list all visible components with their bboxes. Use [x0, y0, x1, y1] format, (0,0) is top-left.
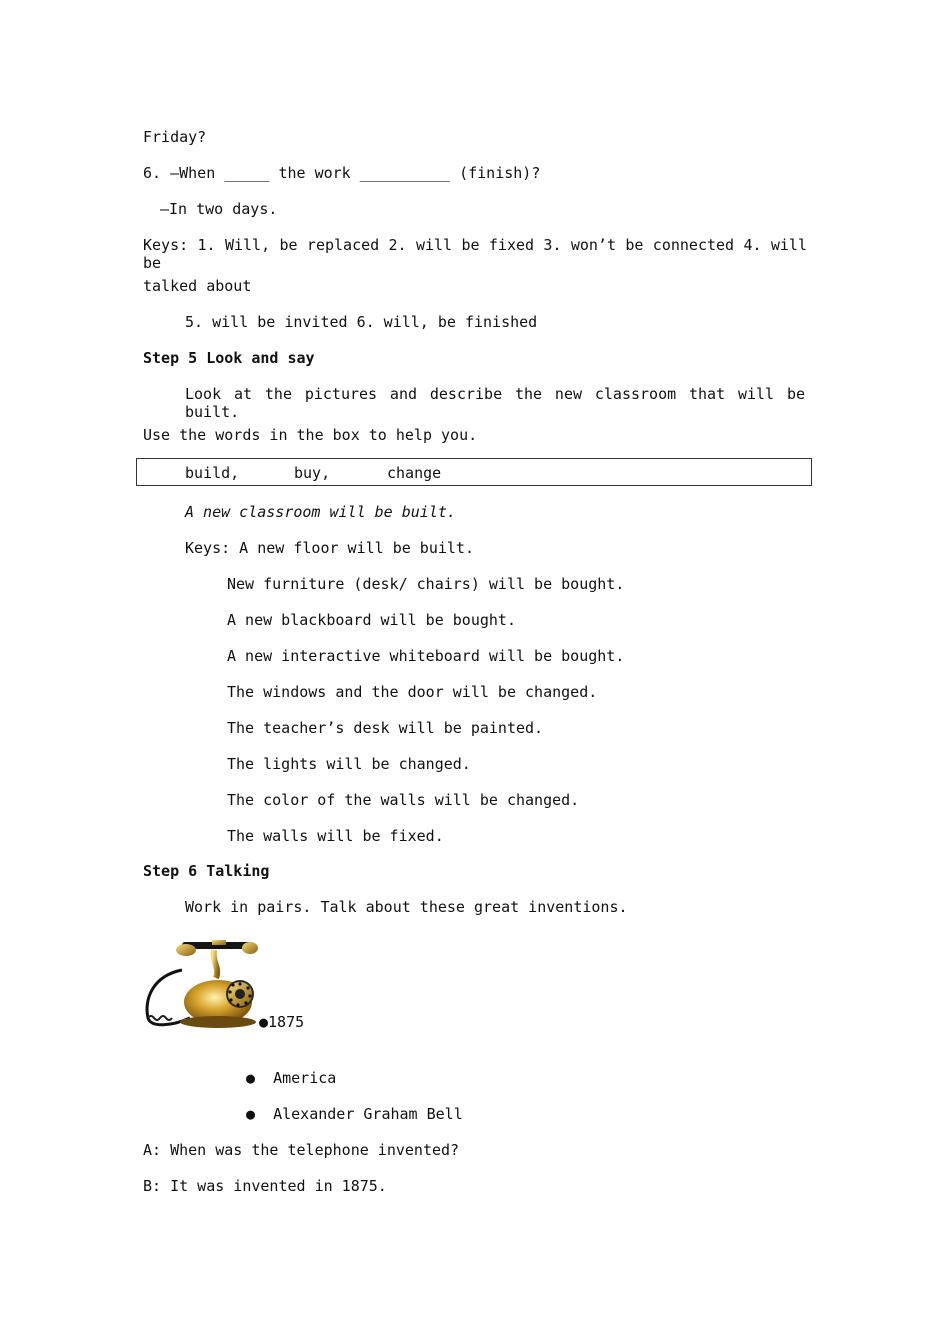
fact-year: ●1875	[259, 1013, 305, 1031]
word-build: build,	[185, 464, 240, 482]
step5-key-item: A new interactive whiteboard will be bought.	[227, 647, 625, 665]
fact-inventor: ● Alexander Graham Bell	[246, 1105, 463, 1123]
step5-instruction-line2: Use the words in the box to help you.	[143, 426, 478, 444]
question-6: 6. —When _____ the work __________ (finish)?	[143, 164, 541, 182]
step6-heading: Step 6 Talking	[143, 862, 270, 880]
step5-instruction-line1: Look at the pictures and describe the new classroom that will be built.	[185, 385, 805, 421]
step6-instruction: Work in pairs. Talk about these great inventions.	[185, 898, 628, 916]
keys-line-2: talked about	[143, 277, 252, 295]
word-box	[136, 458, 812, 486]
word-change: change	[387, 464, 442, 482]
dialogue-line-b: B: It was invented in 1875.	[143, 1177, 387, 1195]
word-buy: buy,	[294, 464, 331, 482]
step5-heading: Step 5 Look and say	[143, 349, 315, 367]
dialogue-line-a: A: When was the telephone invented?	[143, 1141, 460, 1159]
friday-line: Friday?	[143, 128, 207, 146]
antique-telephone-image	[142, 938, 260, 1030]
step5-example: A new classroom will be built.	[185, 503, 456, 521]
question-6-answer: —In two days.	[160, 200, 278, 218]
fact-country: ● America	[246, 1069, 337, 1087]
keys-line-1: Keys: 1. Will, be replaced 2. will be fixed 3. won’t be connected 4. will be	[143, 236, 807, 272]
step5-key-item: The windows and the door will be changed.	[227, 683, 598, 701]
step5-keys-label: Keys: A new floor will be built.	[185, 539, 474, 557]
step5-key-item: The color of the walls will be changed.	[227, 791, 580, 809]
step5-key-item: The lights will be changed.	[227, 755, 471, 773]
step5-key-item: The walls will be fixed.	[227, 827, 444, 845]
step5-key-item: New furniture (desk/ chairs) will be bought.	[227, 575, 625, 593]
step5-key-item: A new blackboard will be bought.	[227, 611, 516, 629]
step5-key-item: The teacher’s desk will be painted.	[227, 719, 544, 737]
keys-line-3: 5. will be invited 6. will, be finished	[185, 313, 538, 331]
